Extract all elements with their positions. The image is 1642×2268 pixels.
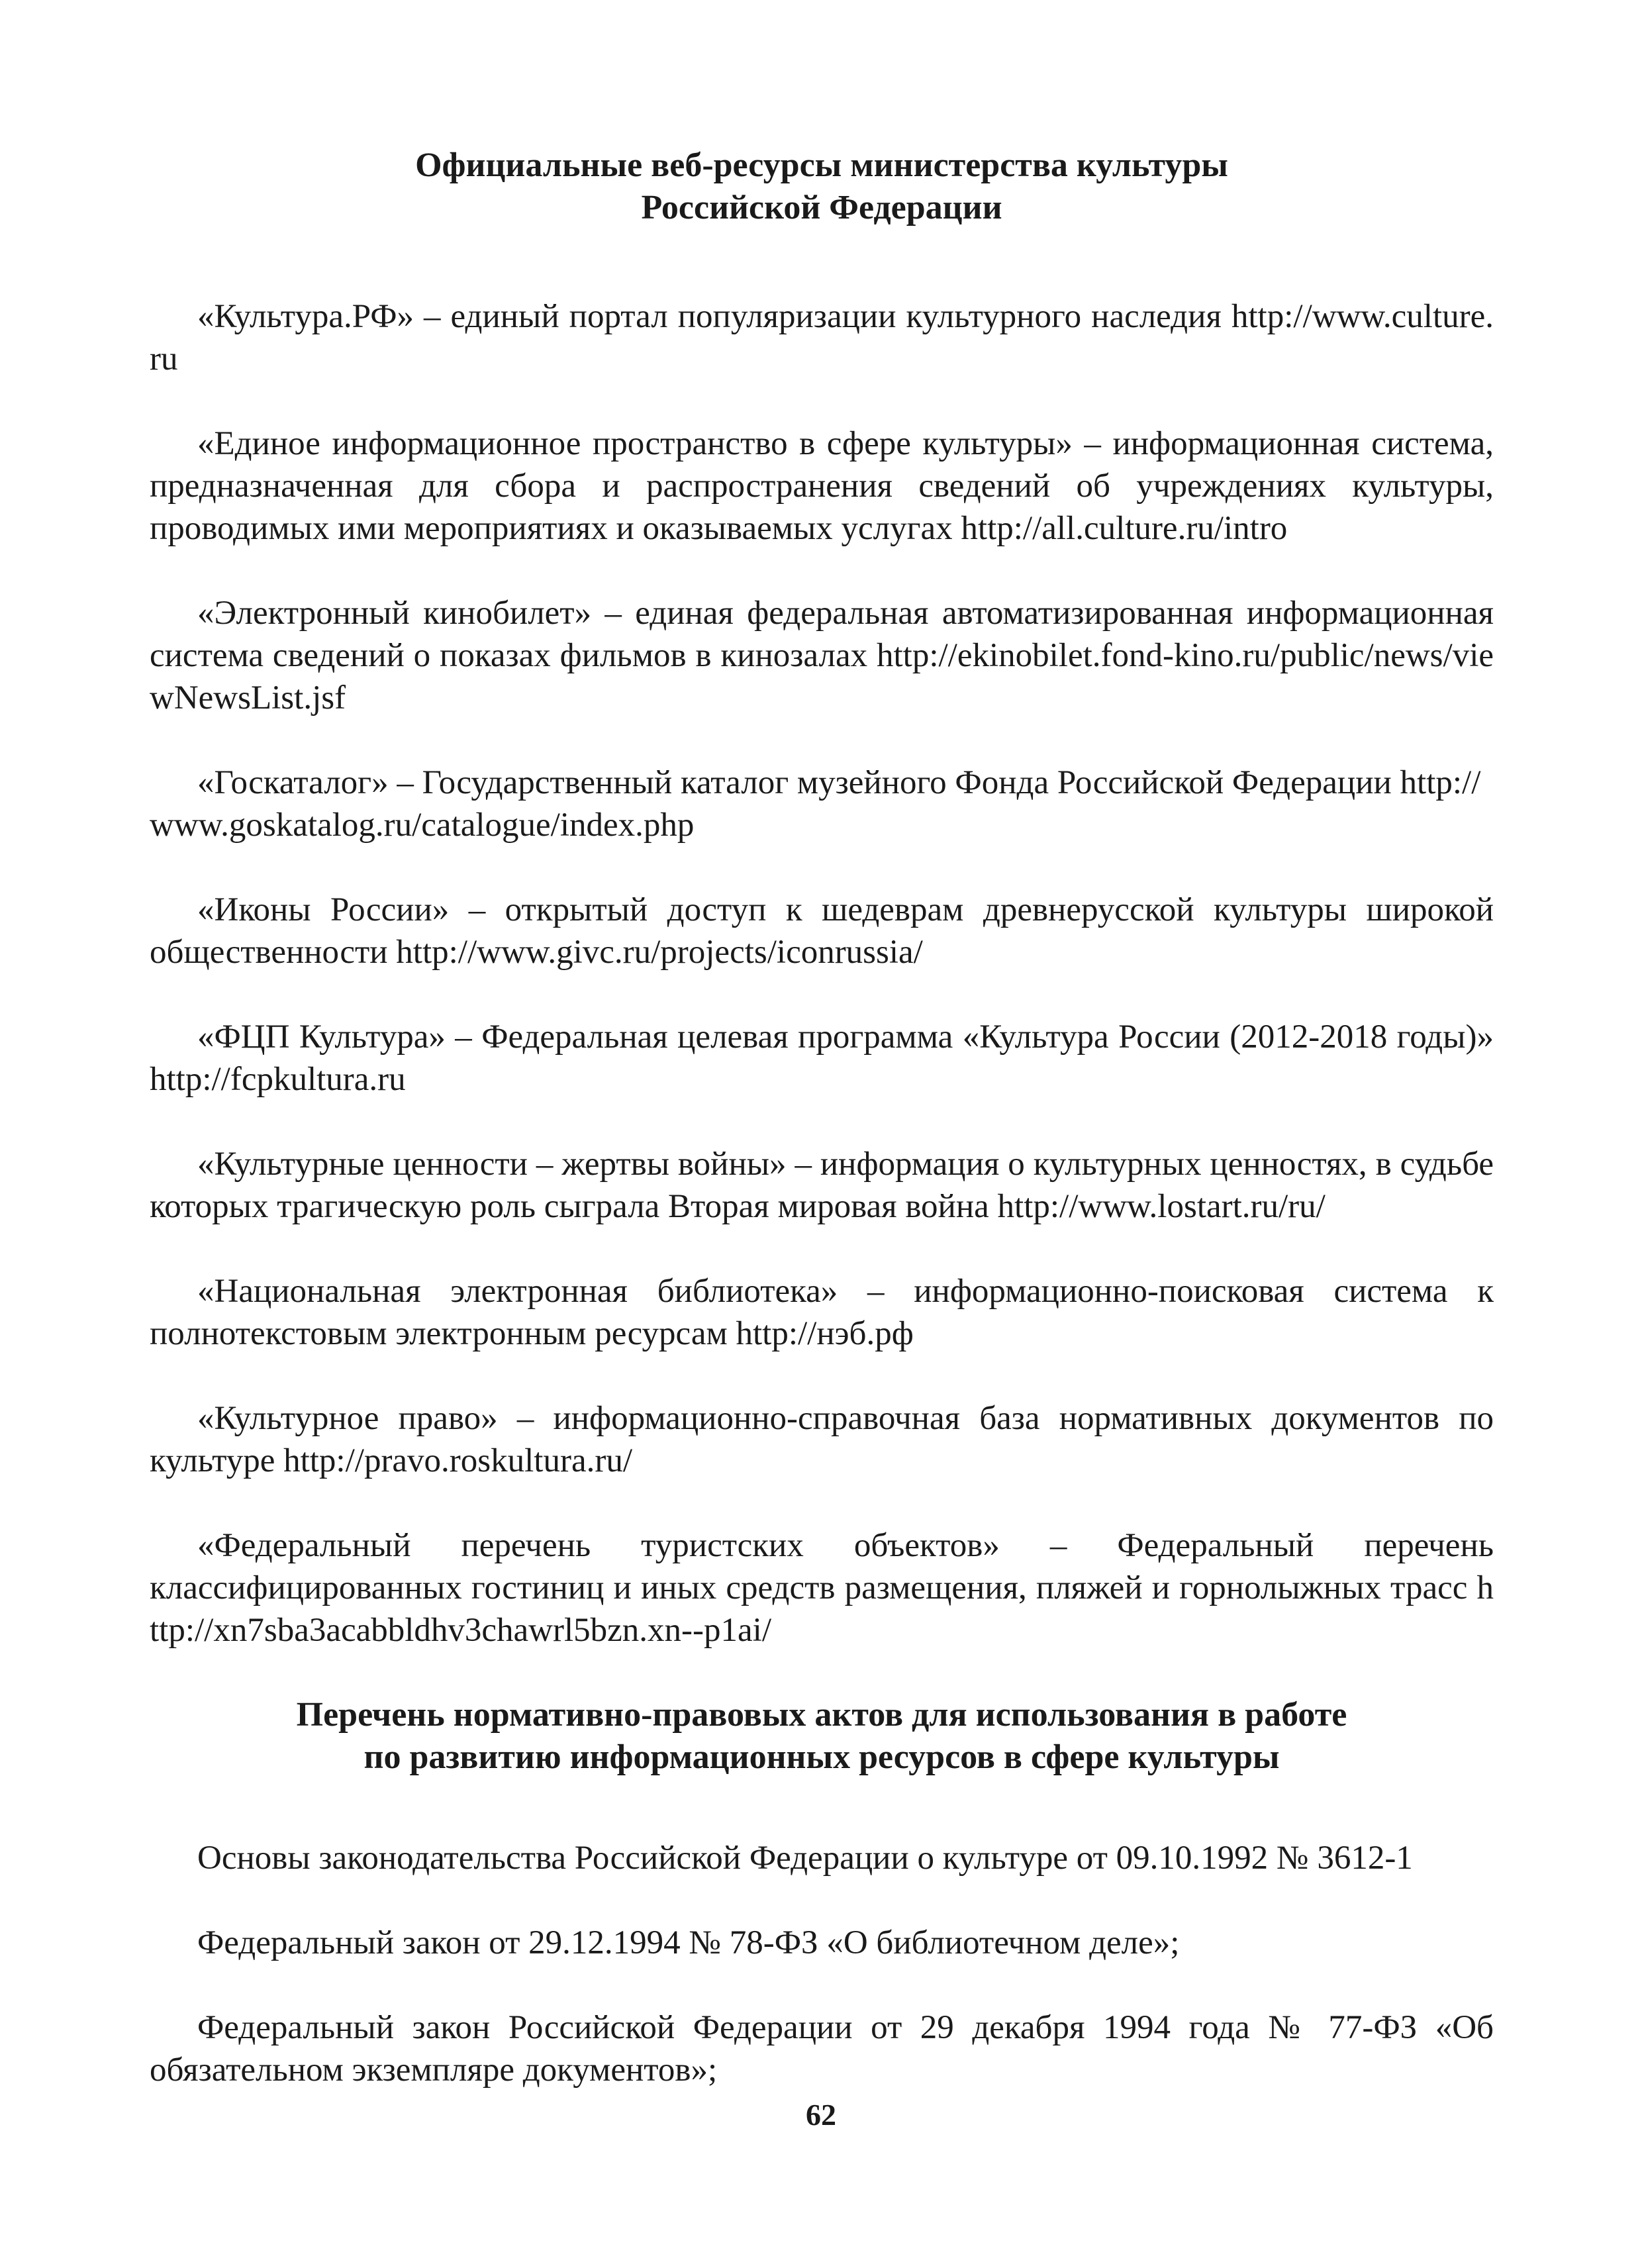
resource-url[interactable]: http://www.givc.ru/projects/iconrussia/ [396,934,923,971]
legal-act-item: Федеральный закон от 29.12.1994 № 78-ФЗ «О библиотечном деле»; [197,1924,1180,1961]
heading-line: Официальные веб-ресурсы министерства культуры [415,146,1228,184]
resource-item-tourist-objects [150,1524,1494,1652]
heading-line: Перечень нормативно-правовых актов для использования в работе [296,1696,1347,1734]
resource-description: «Электронный кинобилет» – единая федеральная автоматизированная информационная система сведений о показах фильмов в кинозалах [150,595,1494,674]
resource-url[interactable]: http://www.lostart.ru/ru/ [997,1188,1326,1225]
resource-description: «ФЦП Культура» – Федеральная целевая программа «Культура России (2012-2018 годы)» [197,1018,1494,1056]
section-heading-legal-acts [150,1694,1494,1779]
heading-line: по развитию информационных ресурсов в сфере культуры [363,1738,1280,1776]
resource-description: «Культурное право» – информационно-справочная база нормативных документов по культуре [150,1400,1494,1479]
resource-item-fcp-kultura [150,1016,1494,1101]
resource-url[interactable]: http://fcpkultura.ru [150,1061,406,1098]
resource-item-icons-of-russia [150,889,1494,973]
resource-description: «Иконы России» – открытый доступ к шедеврам древнерусской культуры широкой общественности [150,891,1494,971]
resource-description: «Федеральный перечень туристских объектов» – Федеральный перечень классифицированных гостиниц и иных средств размещения, пляжей и горнолыжных трасс [150,1527,1494,1606]
resource-item-culture-rf [150,295,1494,380]
resource-url[interactable]: http://www.culture.ru [150,298,1494,377]
legal-act-item: Федеральный закон Российской Федерации от 29 декабря 1994 года № 77-ФЗ «Об обязательном экземпляре документов»; [150,2009,1494,2089]
page-content [150,144,1494,2134]
resource-url[interactable]: http://all.culture.ru/intro [961,510,1288,547]
resource-url[interactable]: http://нэб.рф [736,1315,914,1352]
section-heading-web-resources [150,144,1494,229]
resource-item-unified-info-space [150,422,1494,550]
resource-url[interactable]: http://xn7sba3acabbldhv3chawrl5bzn.xn--p1ai/ [150,1569,1494,1649]
legal-act-item: Основы законодательства Российской Федерации о культуре от 09.10.1992 № 3612-1 [197,1840,1413,1877]
resource-item-lostart [150,1143,1494,1228]
resource-item-national-library [150,1270,1494,1355]
resource-url[interactable]: http://www.goskatalog.ru/catalogue/index.php [150,764,1481,844]
resource-description: «Единое информационное пространство в сфере культуры» – информационная система, предназначенная для сбора и распространения сведений об учреждениях культуры, проводимых ими мероприятиях и оказываемых услугах [150,425,1494,547]
resource-description: «Культура.РФ» – единый портал популяризации культурного наследия [197,298,1222,335]
heading-line: Российской Федерации [641,189,1002,226]
resource-url[interactable]: http://ekinobilet.fond-kino.ru/public/news/viewNewsList.jsf [150,637,1494,716]
resource-description: «Национальная электронная библиотека» – информационно-поисковая система к полнотекстовым электронным ресурсам [150,1273,1494,1352]
page-number: 62 [806,2098,836,2132]
resource-item-cultural-law [150,1397,1494,1482]
resource-item-goskatalog [150,762,1494,846]
resource-url[interactable]: http://pravo.roskultura.ru/ [283,1442,633,1479]
resource-description: «Госкаталог» – Государственный каталог музейного Фонда Российской Федерации [197,764,1392,801]
resource-item-ekinobilet [150,592,1494,719]
resource-description: «Культурные ценности – жертвы войны» – информация о культурных ценностях, в судьбе которых трагическую роль сыграла Вторая мировая война [150,1146,1494,1225]
